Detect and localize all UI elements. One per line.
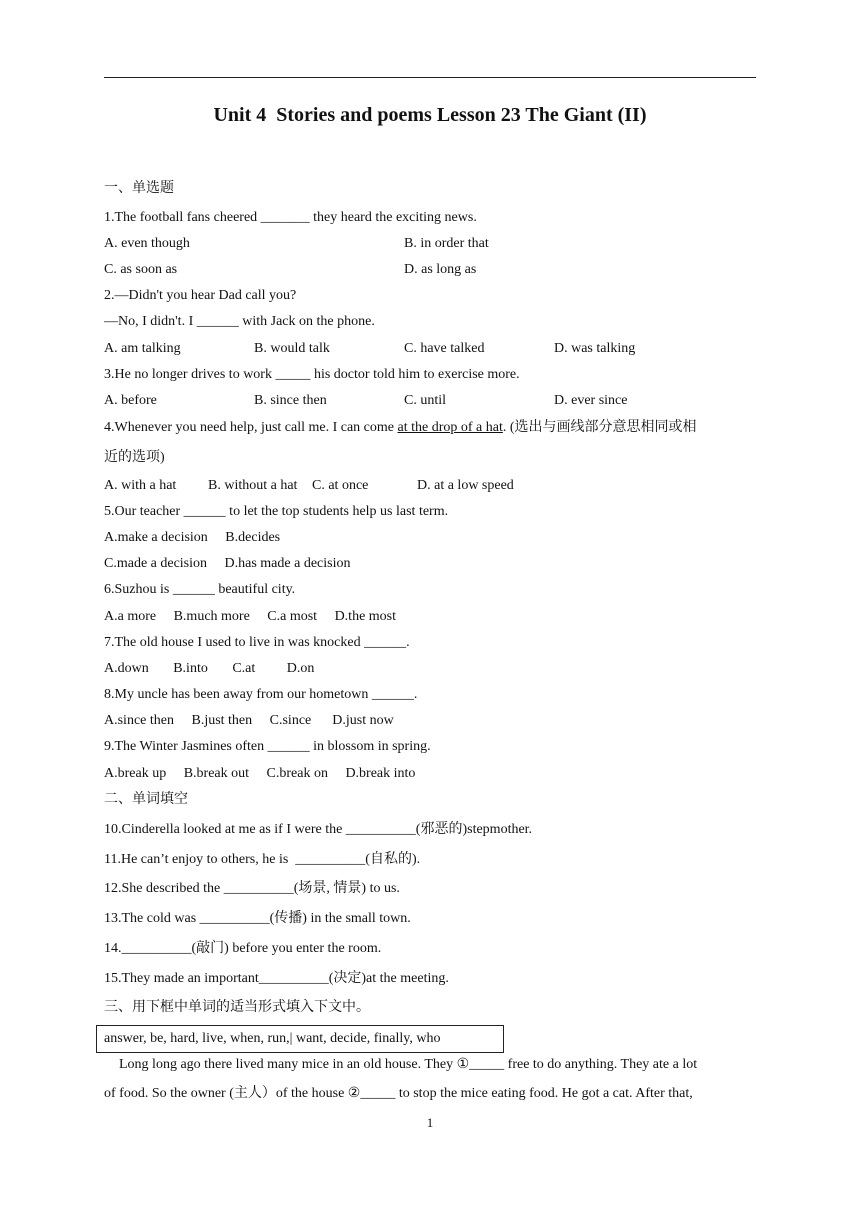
question-11: 11.He can’t enjoy to others, he is __________(自私的). [104,852,421,867]
question-1-option-b: B. in order that [404,236,489,251]
question-15: 15.They made an important__________(决定)at the meeting. [104,971,449,986]
question-9-options: A.break up B.break out C.break on D.break into [104,766,416,781]
question-7-stem: 7.The old house I used to live in was knocked ______. [104,635,410,650]
section-heading-single-choice: 一、单选题 [104,181,174,196]
question-7-options: A.down B.into C.at D.on [104,661,315,676]
question-2-option-b: B. would talk [254,341,330,356]
header-rule [104,77,756,78]
question-3-option-c: C. until [404,393,447,408]
passage-line-2: of food. So the owner (主人）of the house ②_____ to stop the mice eating food. He got a cat. After that, [104,1086,693,1101]
question-4-stem [104,419,697,437]
question-9-stem: 9.The Winter Jasmines often ______ in blossom in spring. [104,739,431,754]
question-6-options: A.a more B.much more C.a most D.the most [104,609,397,624]
question-1-stem: 1.The football fans cheered _______ they heard the exciting news. [104,210,477,225]
question-4-stem-pre: 4.Whenever you need help, just call me. I can come [104,420,398,435]
question-4-stem-post: . (选出与画线部分意思相同或相 [502,420,697,435]
question-13: 13.The cold was __________(传播) in the small town. [104,911,411,926]
question-2-line-1: 2.—Didn't you hear Dad call you? [104,288,297,303]
word-bank-text: answer, be, hard, live, when, run,| want, decide, finally, who [104,1031,441,1046]
section-heading-cloze: 三、用下框中单词的适当形式填入下文中。 [104,1000,370,1015]
passage-line-1: Long long ago there lived many mice in an old house. They ①_____ free to do anything. They ate a lot [119,1057,698,1072]
question-3-stem: 3.He no longer drives to work _____ his doctor told him to exercise more. [104,367,520,382]
question-2-line-2: —No, I didn't. I ______ with Jack on the phone. [104,314,375,329]
question-5-options-row-1: A.make a decision B.decides [104,530,281,545]
question-4-option-a: A. with a hat [104,478,177,493]
question-14: 14.__________(敲门) before you enter the room. [104,941,382,956]
question-5-options-row-2: C.made a decision D.has made a decision [104,556,351,571]
question-4-stem-line-2: 近的选项) [104,450,165,465]
question-4-option-c: C. at once [312,478,369,493]
question-10: 10.Cinderella looked at me as if I were the __________(邪恶的)stepmother. [104,822,533,837]
question-3-option-b: B. since then [254,393,327,408]
question-2-option-d: D. was talking [554,341,636,356]
question-8-options: A.since then B.just then C.since D.just now [104,713,394,728]
question-3-option-d: D. ever since [554,393,628,408]
question-6-stem: 6.Suzhou is ______ beautiful city. [104,582,296,597]
document-title: Unit 4 Stories and poems Lesson 23 The Giant (II) [213,104,647,126]
question-3-option-a: A. before [104,393,157,408]
question-1-option-a: A. even though [104,236,190,251]
question-4-option-d: D. at a low speed [417,478,514,493]
section-heading-word-fill: 二、单词填空 [104,792,188,807]
question-1-option-d: D. as long as [404,262,477,277]
question-1-option-c: C. as soon as [104,262,178,277]
question-2-option-c: C. have talked [404,341,485,356]
question-12: 12.She described the __________(场景, 情景) to us. [104,881,400,896]
question-4-option-b: B. without a hat [208,478,298,493]
question-2-option-a: A. am talking [104,341,181,356]
question-5-stem: 5.Our teacher ______ to let the top students help us last term. [104,504,449,519]
page-number: 1 [426,1115,434,1130]
question-4-underlined-phrase: at the drop of a hat [397,420,503,435]
word-bank-box [96,1025,504,1053]
question-8-stem: 8.My uncle has been away from our hometown ______. [104,687,418,702]
